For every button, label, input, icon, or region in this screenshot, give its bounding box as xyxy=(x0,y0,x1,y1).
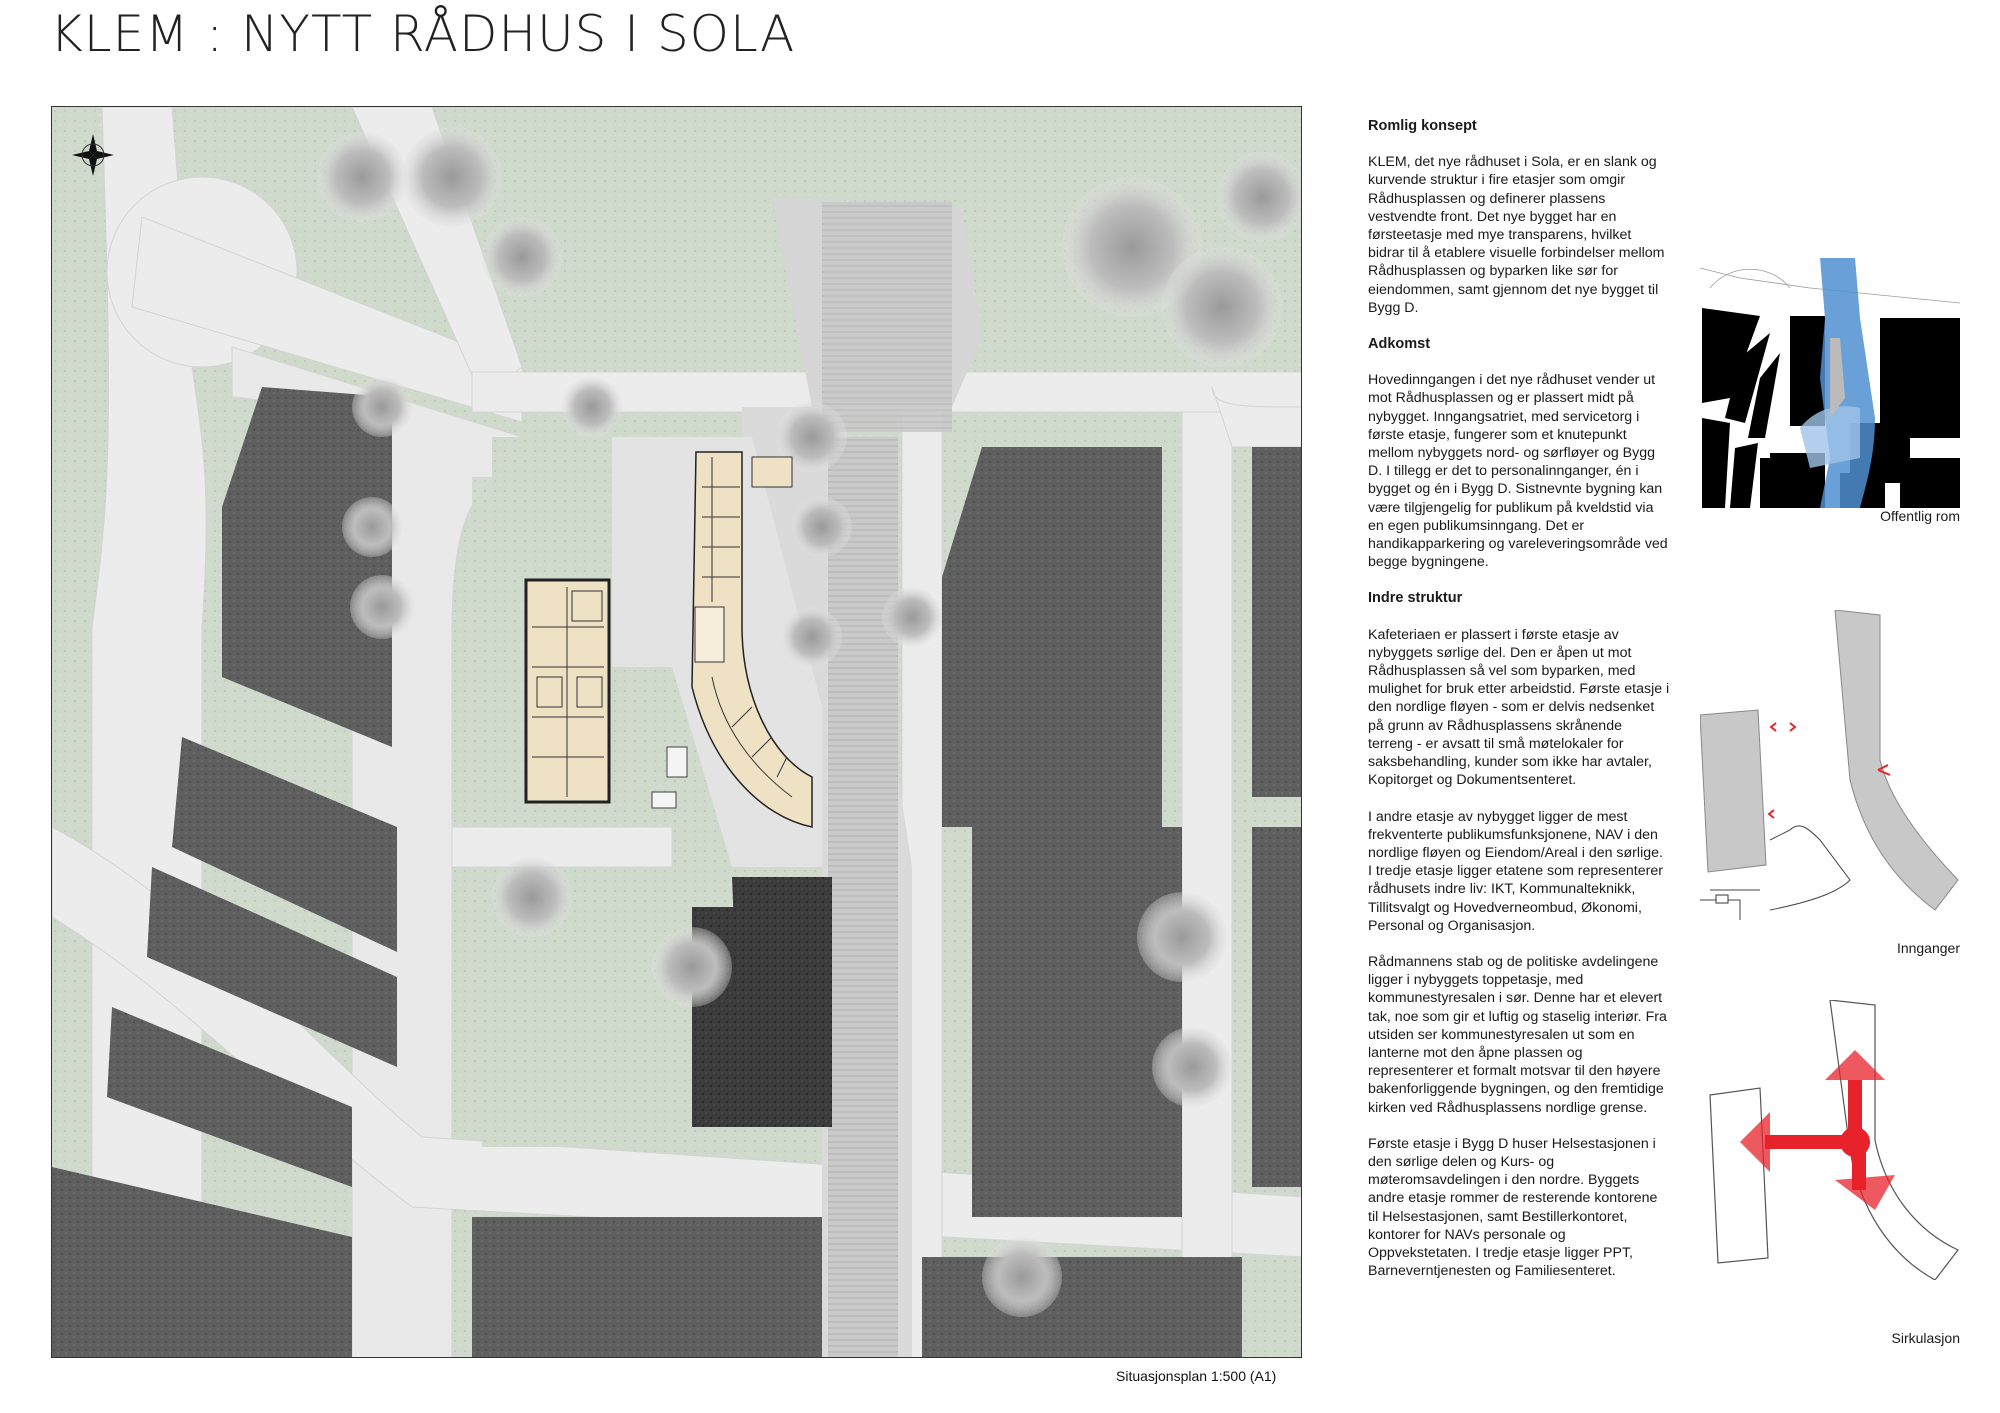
circulation-diagram xyxy=(1700,1000,1960,1350)
site-plan xyxy=(51,106,1302,1358)
section-paragraph: KLEM, det nye rådhuset i Sola, er en slank og kurvende struktur i fire etasjer som omgir Rådhusplassen og definerer plassens vestvendte front. Det nye bygget har en førsteetasje med mye transparens, hvilket bidrar til å etablere visuelle forbindelser mellom Rådhusplassen og byparken like sør for eiendommen, samt gjennom det nye bygget til Bygg D. xyxy=(1368,154,1665,316)
section-heading: Romlig konsept xyxy=(1368,118,1477,134)
section-paragraph: Kafeteriaen er plassert i første etasje av nybyggets sørlige del. Den er åpen ut mot Rådhusplassen så vel som byparken, med mulighet for bruk etter arbeidstid. Første etasje i den nordlige fløyen - som er delvis nedsenket på grunn av Rådhusplassens skrånende terreng - er avsatt til små møtelokaler for saksbehandling, kunder som ikke har avtaler, Kopitorget og Dokumentsenteret. xyxy=(1368,626,1670,789)
diagram-label: Sirkulasjon xyxy=(1891,1330,1960,1346)
diagram-label: Offentlig rom xyxy=(1880,508,1960,524)
page-title: KLEM : NYTT RÅDHUS I SOLA xyxy=(50,5,796,63)
entrances-diagram xyxy=(1700,610,1960,960)
section-paragraph: Hovedinngangen i det nye rådhuset vender ut mot Rådhusplassen og er plassert midt på nybygget. Inngangsatriet, med servicetorg i første etasje, fungerer som et knutepunkt mellom nybyggets nord- og sørfløyer og Bygg D. I tillegg er det to personalinnganger, én i bygget og én i Bygg D. Sistnevnte bygning kan være tilgjengelig for publikum på kveldstid via en egen publikumsinngang. Det er handikapparkering og vareleveringsområde ved begge bygningene. xyxy=(1368,372,1668,571)
public-space-diagram xyxy=(1700,258,1960,524)
description-column xyxy=(1368,117,1670,1280)
section-paragraph: Rådmannens stab og de politiske avdelingene ligger i nybyggets toppetasje, med kommunestyresalen i sør. Denne har et elevert tak, noe som gir et luftig og staselig interiør. Fra utsiden ser kommunestyresalen ut som en lanterne mot den åpne plassen og representerer et formalt motsvar til den høyere bakenforliggende bygningen, og den fremtidige kirken ved Rådhusplassens nordlige grense. xyxy=(1368,953,1667,1116)
diagram-label: Innganger xyxy=(1896,940,1960,956)
compass-rose-icon xyxy=(70,132,116,178)
section-paragraph: Første etasje i Bygg D huser Helsestasjonen i den sørlige delen og Kurs- og møteromsavdelingen i den nordre. Byggets andre etasje rommer de resterende kontorene til Helsestasjonen, samt Bestillerkontoret, kontorer for NAVs personale og Oppvekstetaten. I tredje etasje ligger PPT, Barneverntjenesten og Familiesenteret. xyxy=(1368,1135,1658,1280)
section-paragraph: I andre etasje av nybygget ligger de mest frekventerte publikumsfunksjonene, NAV i den nordlige fløyen og Eiendom/Areal i den sørlige. I tredje etasje ligger etatene som representerer rådhusets indre liv: IKT, Kommunalteknikk, Tillitsvalgt og Hovedverneombud, Økonomi, Personal og Organisasjon. xyxy=(1368,808,1663,934)
site-plan-caption: Situasjonsplan 1:500 (A1) xyxy=(1116,1368,1277,1384)
section-heading: Indre struktur xyxy=(1368,590,1463,607)
section-heading: Adkomst xyxy=(1368,336,1431,353)
